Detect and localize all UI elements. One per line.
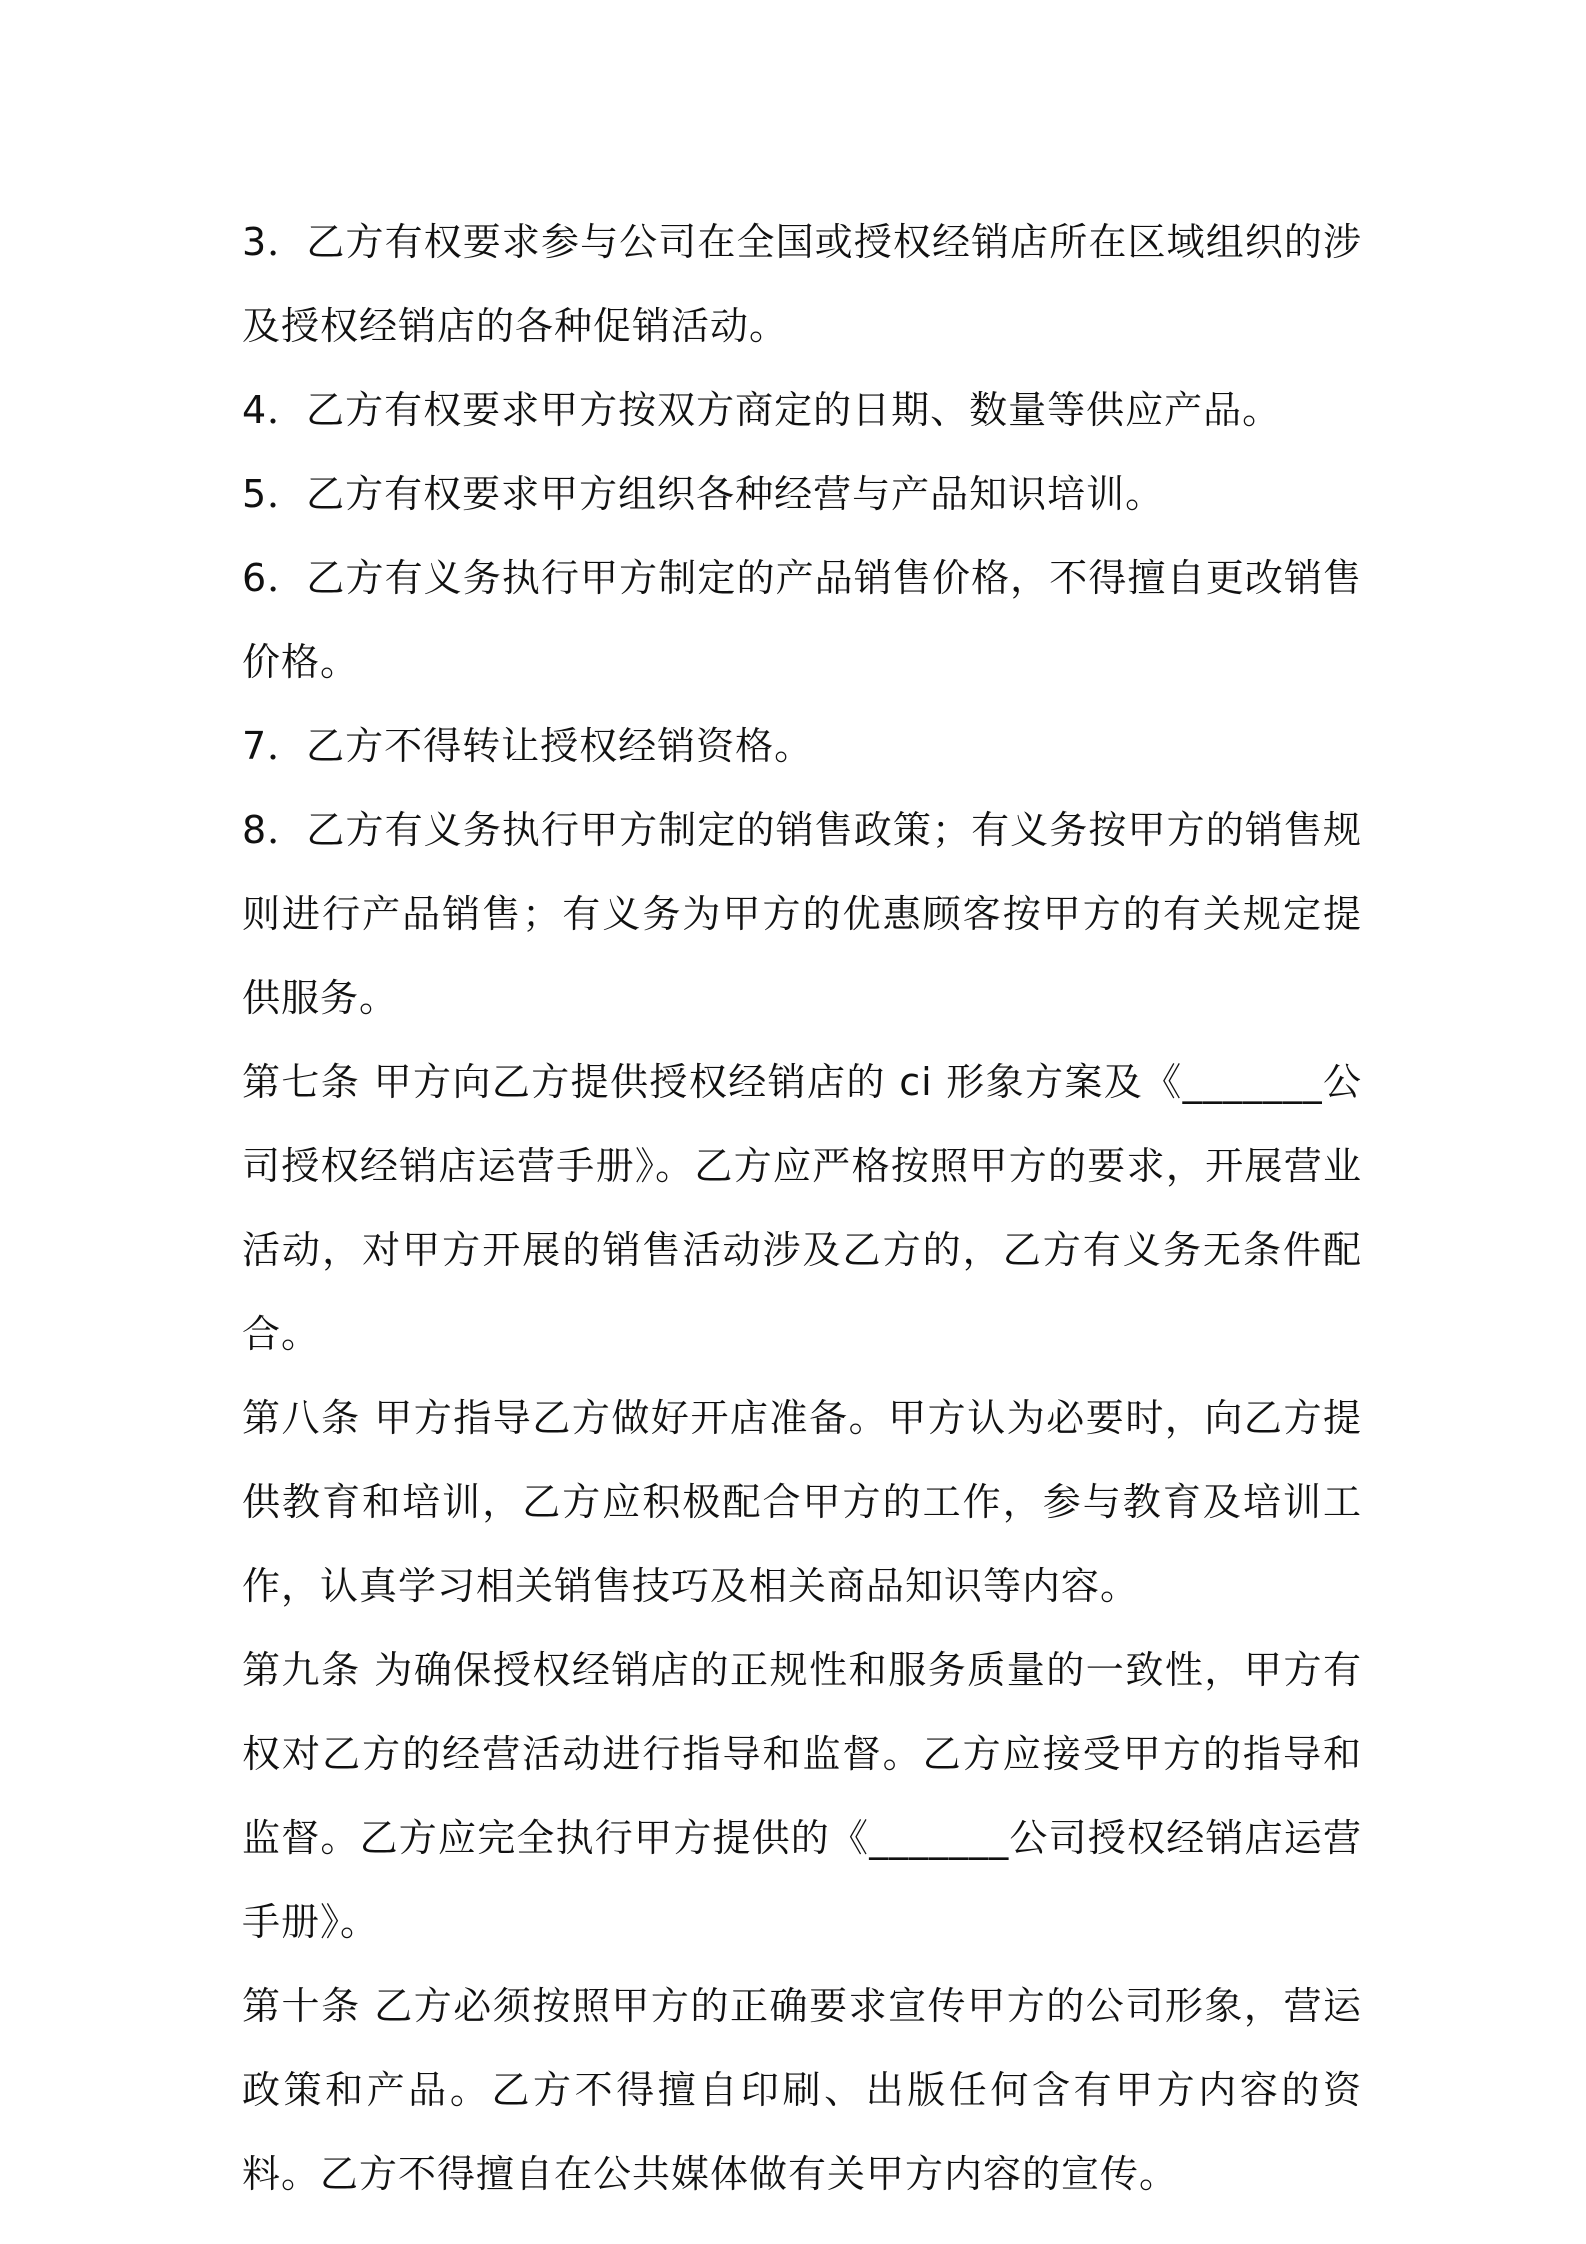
document-page (242, 200, 1362, 2216)
article-7: 第七条 甲方向乙方提供授权经销店的 ci 形象方案及《_______公司授权经销店运营手册》。乙方应严格按照甲方的要求，开展营业活动，对甲方开展的销售活动涉及乙方的，乙方有义务无条件配合。 (242, 1060, 1362, 1356)
article-10: 第十条 乙方必须按照甲方的正确要求宣传甲方的公司形象，营运政策和产品。乙方不得擅自印刷、出版任何含有甲方内容的资料。乙方不得擅自在公共媒体做有关甲方内容的宣传。 (242, 1984, 1362, 2196)
clause-6: 6．乙方有义务执行甲方制定的产品销售价格，不得擅自更改销售价格。 (242, 556, 1362, 684)
clause-5: 5．乙方有权要求甲方组织各种经营与产品知识培训。 (242, 472, 1165, 516)
clause-4: 4．乙方有权要求甲方按双方商定的日期、数量等供应产品。 (242, 388, 1282, 432)
clause-8: 8．乙方有义务执行甲方制定的销售政策；有义务按甲方的销售规则进行产品销售；有义务为甲方的优惠顾客按甲方的有关规定提供服务。 (242, 808, 1362, 1020)
clause-7: 7．乙方不得转让授权经销资格。 (242, 724, 814, 768)
clause-3: 3．乙方有权要求参与公司在全国或授权经销店所在区域组织的涉及授权经销店的各种促销活动。 (242, 220, 1362, 348)
article-8: 第八条 甲方指导乙方做好开店准备。甲方认为必要时，向乙方提供教育和培训，乙方应积极配合甲方的工作，参与教育及培训工作，认真学习相关销售技巧及相关商品知识等内容。 (242, 1396, 1362, 1608)
article-9: 第九条 为确保授权经销店的正规性和服务质量的一致性，甲方有权对乙方的经营活动进行指导和监督。乙方应接受甲方的指导和监督。乙方应完全执行甲方提供的《_______公司授权经销店运营手册》。 (242, 1648, 1362, 1944)
